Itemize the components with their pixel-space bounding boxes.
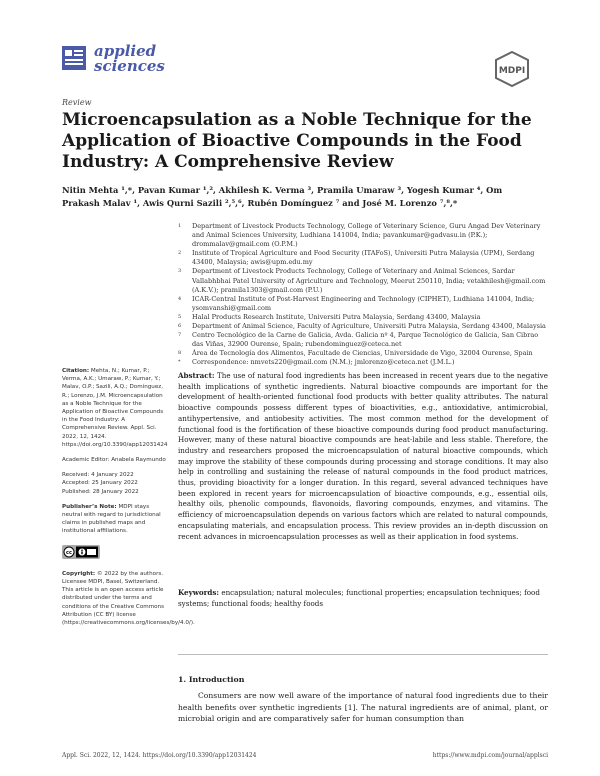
svg-text:cc: cc [66,549,72,556]
citation-text[interactable]: Mehta, N.; Kumar, P.; Verma, A.K.; Umaraw, P.; Kumar, Y.; Malav, O.P.; Sazili, A.Q.; Domínguez, R.; Lorenzo, J.M. Microencapsulation as a Noble Technique for the Application of Bioactive Compounds in the Food Industry: A Comprehensive Review. Appl. Sci. 2022, 12, 1424. https://doi.org/10.3390/app12031424 [62,368,168,448]
journal-name [94,44,165,74]
journal-logo-icon [62,46,86,70]
article-type: Review [62,98,92,107]
affiliation-item: 4 ICAR-Central Institute of Post-Harvest Engineering and Technology (CIPHET), Ludhiana 141004, India; ysomvanshi@gmail.com [178,294,535,312]
affiliation-list [178,222,548,368]
affiliation-item: 2 Institute of Tropical Agriculture and Food Security (ITAFoS), Universiti Putra Malaysia (UPM), Serdang 43400, Malaysia; awis@upm.edu.my [178,249,535,267]
sidebar [62,367,195,634]
publisher-note [62,503,168,536]
affiliation-item: 8 Área de Tecnología dos Alimentos, Facultade de Ciencias, Universidade de Vigo, 32004 Ourense, Spain [178,349,533,358]
accepted-date: Accepted: 25 January 2022 [62,480,138,487]
affiliation-item: 3 Department of Livestock Products Technology, College of Veterinary and Animal Sciences, Sardar Vallabhbhai Patel University of Agriculture and Technology, Meerut 250110, India; vetakhilesh@gmail.com (A.K.V.); pramila1303@gmail.com (P.U.) [178,267,546,294]
intro-paragraph: Consumers are now well aware of the importance of natural food ingredients due to their health benefits over synthetic ingredients [1]. The natural ingredients are of animal, plant, or microbial origin and are comparatively safer for human consumption than [178,691,548,723]
abstract-text: The use of natural food ingredients has been increased in recent years due to the negative health implications of synthetic ingredients. Natural bioactive compounds are important for the development of health-oriented functional food products with better quality attributes. The natural bioactive compounds possess different types of bioactivities, e.g., antioxidative, antimicrobial, antihypertensive, and antiobesity activities. The most common method for the development of functional food is the fortification of these bioactive compounds during food product manufacturing. However, many of these natural bioactive compounds are heat-labile and less stable. Therefore, the industry and researchers proposed the microencapsulation of natural bioactive compounds, which may improve the stability of these compounds during processing and storage conditions. It may also help in controlling and sustaining the release of natural compounds in the food product matrices, thus, providing bioactivity for a longer duration. In this regard, several advanced techniques have been explored in recent years for microencapsulation of bioactive compounds, e.g., essential oils, healthy oils, phenolic compounds, flavonoids, flavoring compounds, enzymes, and vitamins. The efficiency of microencapsulation depends on various factors which are related to natural compounds, encapsulating materials, and encapsulation process. This review provides an in-depth discussion on recent advances in microencapsulation processes as well as their application in food systems. [178,371,548,541]
cc-by-license-icon[interactable] [62,545,100,559]
copyright [62,570,195,627]
received-date: Received: 4 January 2022 [62,472,134,479]
keywords-text: encapsulation; natural molecules; functional properties; encapsulation techniques; food systems; functional foods; healthy foods [178,588,540,608]
correspondence: * Correspondence: nmvets220@gmail.com (N.M.); jmlorenzo@ceteca.net (J.M.L.) [178,358,455,367]
published-date: Published: 28 January 2022 [62,488,139,495]
abstract-label: Abstract: [178,371,215,380]
article-title: Microencapsulation as a Noble Technique for the Application of Bioactive Compounds in the Food Industry: A Comprehensive Review [62,110,532,172]
academic-editor [62,456,168,464]
citation-label: Citation: [62,368,90,374]
publisher-note-label: Publisher’s Note: [62,503,117,510]
author-list: Nitin Mehta ¹,*, Pavan Kumar ¹,², Akhilesh K. Verma ³, Pramila Umaraw ³, Yogesh Kumar ⁴, Om Prakash Malav ¹, Awis Qurni Sazili ²,⁵,⁶, Rubén Domínguez ⁷ and José M. Lorenzo ⁷,⁸,* [62,185,503,208]
mdpi-logo-icon[interactable] [452,50,532,90]
footer-journal-url[interactable]: https://www.mdpi.com/journal/applsci [432,752,548,759]
section-heading: 1. Introduction [178,675,245,684]
journal-name-line2: sciences [94,57,165,75]
publisher-name: MDPI [498,66,526,76]
abstract [178,371,548,542]
affiliation-item: 5 Halal Products Research Institute, Universiti Putra Malaysia, Serdang 43400, Malaysia [178,312,481,321]
editor-label: Academic Editor: [62,457,110,464]
divider [178,654,548,655]
keywords [178,588,548,609]
citation [62,367,168,449]
affiliation-item: 7 Centro Tecnológico de la Carne de Galicia, Avda. Galicia nº 4, Parque Tecnológico de Galicia, San Cibrao das Viñas, 32900 Ourense, Spain; rubendominguez@ceteca.net [178,331,539,349]
copyright-text: © 2022 by the authors. Licensee MDPI, Basel, Switzerland. This article is an open access article distributed under the terms and conditions of the Creative Commons Attribution (CC BY) license (https://creativecommons.org/licenses/by/4.0/). [62,570,195,627]
publisher-note-text: MDPI stays neutral with regard to jurisdictional claims in published maps and institutional affiliations. [62,503,161,535]
editor-name: Anabela Raymundo [111,457,166,464]
keywords-label: Keywords: [178,588,220,597]
affiliation-item: 6 Department of Animal Science, Faculty of Agriculture, Universiti Putra Malaysia, Serdang 43400, Malaysia [178,322,546,331]
affiliation-item: 1 Department of Livestock Products Technology, College of Veterinary Science, Guru Angad Dev Veterinary and Animal Sciences University, Ludhiana 141004, India; pavankumar@gadvasu.in (P.K.); drommalav@gmail.com (O.P.M.) [178,222,541,249]
copyright-label: Copyright: [62,570,96,577]
dates [62,471,168,496]
journal-name-line1: applied [94,42,157,60]
footer-citation[interactable]: Appl. Sci. 2022, 12, 1424. https://doi.org/10.3390/app12031424 [62,752,257,759]
